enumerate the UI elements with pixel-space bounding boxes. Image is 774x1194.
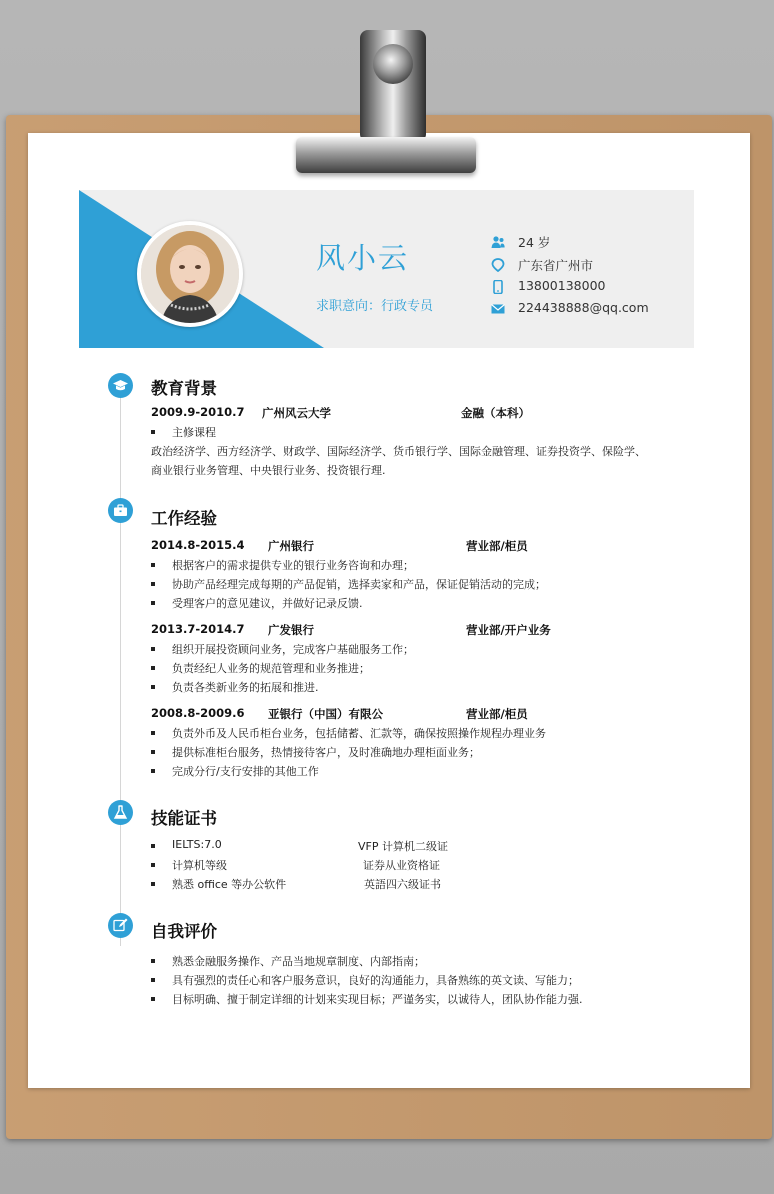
bullet [151,978,155,982]
bullet [151,769,155,773]
flask-icon [112,804,129,821]
work-section-icon [108,498,133,523]
phone-value: 13800138000 [518,278,606,293]
education-courses-line1: 政治经济学、西方经济学、财政学、国际经济学、货币银行学、国际金融管理、证券投资学、保险学、 [151,445,646,458]
job-2-role: 营业部/开户业务 [466,623,551,637]
job-2-company: 广发银行 [268,623,314,637]
work-title: 工作经验 [151,509,217,528]
timeline-line [120,386,121,946]
phone-icon [491,280,505,294]
skills-section-icon [108,800,133,825]
self-eval-section-icon [108,913,133,938]
education-major: 金融（本科） [461,406,530,420]
job-1-period: 2014.8-2015.4 [151,538,245,552]
job-intent: 求职意向：行政专员 [316,299,434,314]
skill-left-1: IELTS:7.0 [172,838,222,851]
mail-icon [491,302,505,316]
job-3-period: 2008.8-2009.6 [151,706,245,720]
self-eval-item-1: 熟悉金融服务操作、产品当地规章制度、内部指南； [172,955,425,968]
job-1-duty-2: 协助产品经理完成每期的产品促销，选择卖家和产品，保证促销活动的完成； [172,578,546,591]
binder-clip-base [296,137,476,173]
skill-right-2: 证券从业资格证 [363,859,440,872]
edit-icon [112,917,129,934]
job-3-company: 亚银行（中国）有限公 [268,707,383,721]
education-title: 教育背景 [151,379,217,398]
bullet [151,685,155,689]
email-value: 224438888@qq.com [518,300,649,315]
education-course-label: 主修课程 [172,426,216,439]
job-1-duty-1: 根据客户的需求提供专业的银行业务咨询和办理； [172,559,414,572]
skill-left-3: 熟悉 office 等办公软件 [172,878,287,891]
graduation-cap-icon [112,377,129,394]
job-3-duty-2: 提供标准柜台服务，热情接待客户，及时准确地办理柜面业务； [172,746,480,759]
bullet [151,666,155,670]
job-1-company: 广州银行 [268,539,314,553]
job-2-duty-1: 组织开展投资顾问业务，完成客户基础服务工作； [172,643,414,656]
job-1-duty-3: 受理客户的意见建议，并做好记录反馈. [172,597,363,610]
self-eval-title: 自我评价 [151,922,217,941]
skill-left-2: 计算机等级 [172,859,227,872]
education-courses-line2: 商业银行业务管理、中央银行业务、投资银行理. [151,464,386,477]
bullet [151,563,155,567]
job-2-duty-2: 负责经纪人业务的规范管理和业务推进； [172,662,370,675]
skills-title: 技能证书 [151,809,217,828]
bullet [151,731,155,735]
bullet [151,601,155,605]
location-value: 广东省广州市 [518,258,594,273]
job-1-role: 营业部/柜员 [466,539,528,553]
skill-right-3: 英語四六级证书 [364,878,441,891]
self-eval-item-3: 目标明确、擅于制定详细的计划来实现目标；严谨务实，以诚待人，团队协作能力强. [172,993,583,1006]
bullet [151,863,155,867]
bullet [151,844,155,848]
job-3-duty-1: 负责外币及人民币柜台业务，包括储蓄、汇款等，确保按照操作规程办理业务 [172,727,546,740]
bullet [151,997,155,1001]
candidate-name: 风小云 [316,241,410,275]
briefcase-icon [112,502,129,519]
avatar [137,221,243,327]
bullet [151,430,155,434]
skill-right-1: VFP 计算机二级证 [358,840,448,853]
bullet [151,959,155,963]
job-3-role: 营业部/柜员 [466,707,528,721]
map-pin-icon [491,258,505,272]
job-2-period: 2013.7-2014.7 [151,622,245,636]
job-3-duty-3: 完成分行/支行安排的其他工作 [172,765,319,778]
bullet [151,750,155,754]
avatar-photo [141,225,239,323]
self-eval-item-2: 具有强烈的责任心和客户服务意识，良好的沟通能力，具备熟练的英文读、写能力； [172,974,579,987]
education-period: 2009.9-2010.7 [151,405,245,419]
job-2-duty-3: 负责各类新业务的拓展和推进. [172,681,319,694]
bullet [151,882,155,886]
bullet [151,582,155,586]
user-icon [491,235,505,249]
binder-clip-hole [373,44,413,84]
education-school: 广州风云大学 [262,406,331,420]
bullet [151,647,155,651]
age-value: 24 岁 [518,235,551,250]
education-section-icon [108,373,133,398]
